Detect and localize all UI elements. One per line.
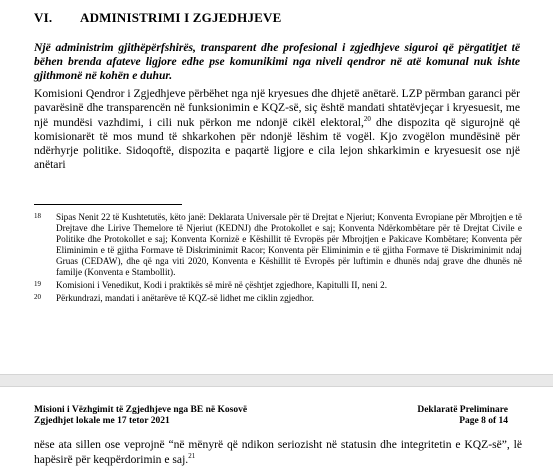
footnotes	[34, 212, 522, 306]
footer-document-type: Deklaratë Preliminare	[417, 405, 508, 415]
page-number: Page 8 of 14	[459, 416, 508, 426]
footnote-text: Përkundrazi, mandati i anëtarëve të KQZ-së lidhet me ciklin zgjedhor.	[56, 293, 314, 303]
section-number: VI.	[34, 10, 53, 25]
body-text-part2: dhe dispozita që sigurojnë që komisionarët të mos mund të shkarkohen për ndonjë lëshim të vogël. Kjo zvogëlon mundësinë për ndërhyrje politike. Sidoqoftë, dispozita e paqartë ligjore e cila lejon shkarkimin e kryesuesit ose një anëtari	[34, 115, 521, 172]
page-break-gap	[0, 374, 553, 387]
continued-text: nëse ata sillen ose veprojnë “në mënyrë që ndikon seriozisht në statusin dhe integritetin e KQZ-së”, lë hapësirë për keqpërdorimin e saj.	[34, 438, 522, 466]
footnote-text: Sipas Nenit 22 të Kushtetutës, këto janë: Deklarata Universale për të Drejtat e Njeriut; Konventa Evropiane për Mbrojtjen e të Drejtave dhe Lirive Themelore të Njeriut (KEDNJ) dhe Protokollet e saj; Konventa Ndërkombëtare për të Drejtat Civile e Politike dhe Protokollet e saj; Konventa Kornizë e Këshillit të Evropës për Mbrojtjen e Pakicave Kombëtare; Konventa për Eliminimin e të gjitha Formave të Diskriminimit Racor; Konventa për Eliminimin e të gjitha Formave të Diskriminimit ndaj Gruas (CEDAW), dhe që nga viti 2020, Konventa e Këshillit të Evropës për luftimin e dhunës ndaj grave dhe dhunës në familje (Konventa e Stambollit).	[56, 212, 522, 277]
footnote-number: 19	[34, 280, 41, 288]
footer-mission-name: Misioni i Vëzhgimit të Zgjedhjeve nga BE në Kosovë	[34, 405, 248, 415]
footer-election-name: Zgjedhjet lokale me 17 tetor 2021	[34, 416, 170, 426]
footnote-number: 18	[34, 212, 41, 220]
footnote-ref-21[interactable]: 21	[188, 451, 196, 460]
section-title: ADMINISTRIMI I ZGJEDHJEVE	[80, 10, 282, 25]
body-paragraph	[34, 87, 520, 173]
footnote-separator	[34, 204, 182, 205]
footnote-text: Komisioni i Venedikut, Kodi i praktikës së mirë në çështjet zgjedhore, Kapitulli II, neni 2.	[56, 280, 388, 290]
footnote-number: 20	[34, 293, 41, 301]
section-intro: Një administrim gjithëpërfshirës, transparent dhe profesional i zgjedhjeve siguroi që përgatitjet të bëhen brenda afateve ligjore edhe pse komunikimi nga niveli qendror në atë komunal nuk ishte gjithmonë në kohën e duhur.	[34, 41, 520, 82]
body-text-part1: Komisioni Qendror i Zgjedhjeve përbëhet nga një kryesues dhe dhjetë anëtarë. LZP përmban garanci për pavarësinë dhe transparencën në funksionimin e KQZ-së, siç është mandati shtatëvjeçar i kryesuesit, me një mundësi vazhdimi, i cili nuk përkon me ndonjë cikël elektoral,	[34, 87, 521, 129]
footnote-18	[34, 212, 522, 278]
continued-paragraph	[34, 438, 522, 467]
footnote-ref-20[interactable]: 20	[363, 114, 371, 123]
footnote-20	[34, 293, 522, 304]
footnote-19	[34, 280, 522, 291]
page-footer-right	[417, 405, 508, 427]
section-heading	[34, 10, 281, 26]
page-footer-left	[34, 405, 247, 427]
